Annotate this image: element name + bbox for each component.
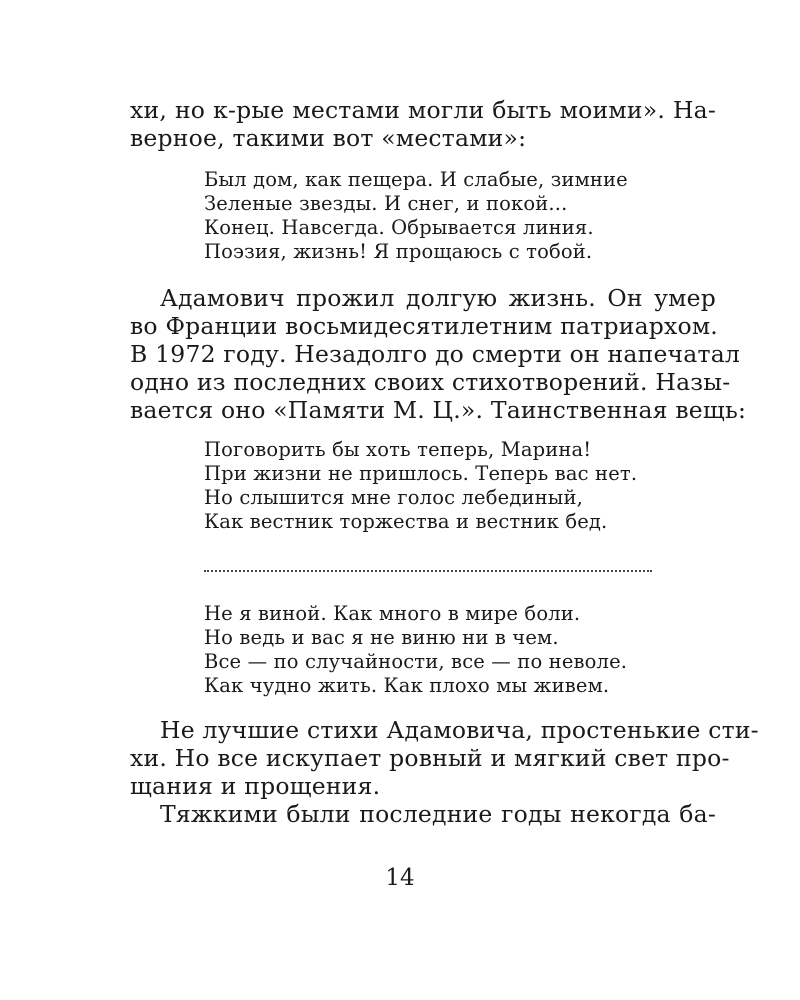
verse-3 [204, 602, 627, 698]
paragraph-line: верное, такими вот «местами»: [130, 124, 527, 152]
paragraph-3 [130, 716, 759, 800]
paragraph-line: хи, но к-рые местами могли быть моими». На- [130, 96, 716, 124]
paragraph-line: хи. Но все искупает ровный и мягкий свет про- [130, 744, 730, 772]
verse-line: Но ведь и вас я не виню ни в чем. [204, 626, 559, 649]
paragraph-line: во Франции восьмидесятилетним патриархом. [130, 312, 718, 340]
paragraph-1 [130, 96, 716, 152]
verse-line: При жизни не пришлось. Теперь вас нет. [204, 462, 638, 485]
verse-1 [204, 168, 628, 264]
paragraph-line: Адамович прожил долгую жизнь. Он умер [160, 284, 716, 312]
verse-line: Как вестник торжества и вестник бед. [204, 510, 608, 533]
verse-line: Как чудно жить. Как плохо мы живем. [204, 674, 610, 697]
verse-line: Зеленые звезды. И снег, и покой... [204, 192, 568, 215]
verse-2 [204, 438, 637, 534]
paragraph-line: вается оно «Памяти М. Ц.». Таинственная вещь: [130, 396, 747, 424]
paragraph-2 [130, 284, 747, 424]
verse-line: Но слышится мне голос лебединый, [204, 486, 583, 509]
paragraph-line: Тяжкими были последние годы некогда ба- [160, 800, 716, 828]
paragraph-line: щания и прощения. [130, 772, 381, 800]
paragraph-4 [130, 800, 716, 828]
paragraph-line: В 1972 году. Незадолго до смерти он напечатал [130, 340, 741, 368]
paragraph-line: одно из последних своих стихотворений. Назы- [130, 368, 731, 396]
verse-line: Поэзия, жизнь! Я прощаюсь с тобой. [204, 240, 593, 263]
verse-line: Конец. Навсегда. Обрывается линия. [204, 216, 594, 239]
verse-line: Был дом, как пещера. И слабые, зимние [204, 168, 628, 191]
verse-omission-dots [204, 556, 652, 572]
paragraph-line: Не лучшие стихи Адамовича, простенькие сти- [160, 716, 759, 744]
verse-line: Поговорить бы хоть теперь, Марина! [204, 438, 592, 461]
page-number: 14 [385, 865, 415, 891]
verse-line: Не я виной. Как много в мире боли. [204, 602, 581, 625]
verse-line: Все — по случайности, все — по неволе. [204, 650, 628, 673]
